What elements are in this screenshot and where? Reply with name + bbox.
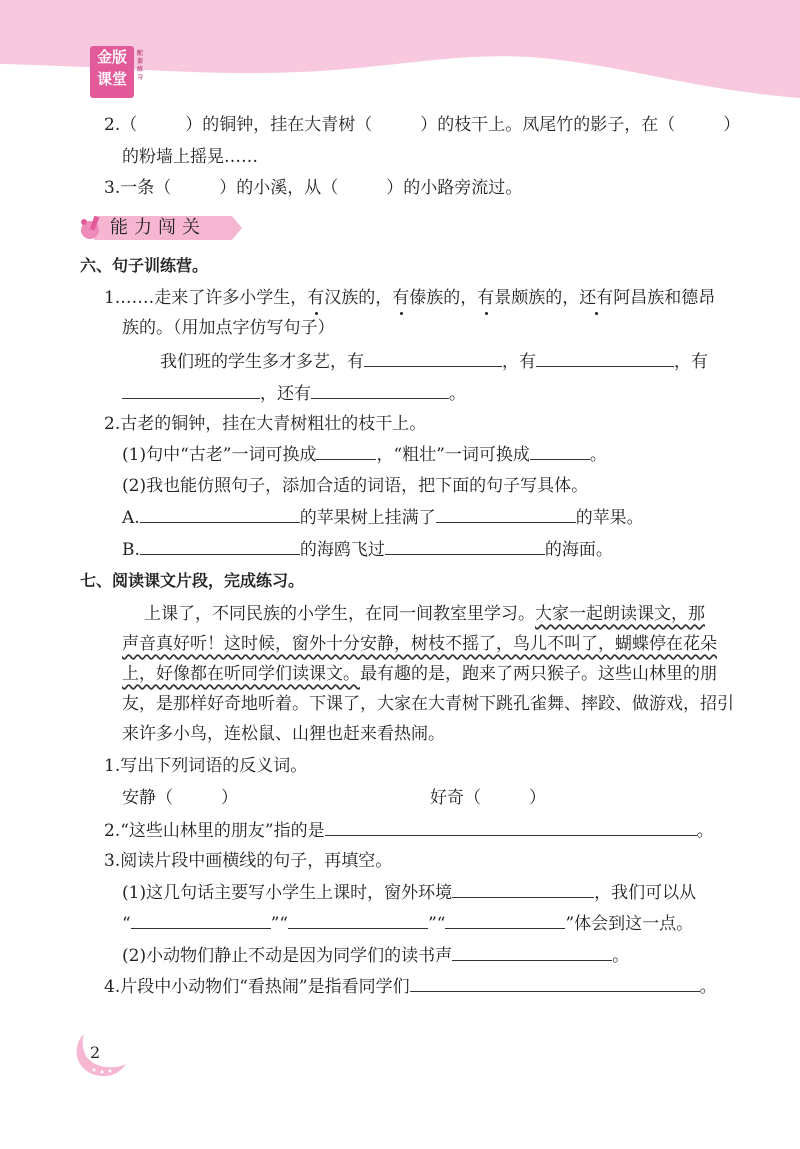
- section6-title: 六、句子训练营。: [80, 256, 209, 275]
- brand-logo: [90, 46, 143, 98]
- passage-line4: 友，是那样好奇地听着。下课了，大家在大青树下跳孔雀舞、摔跤、做游戏，招引: [122, 694, 734, 714]
- s7-q1-word2: 好奇（ ）: [430, 788, 546, 808]
- pencil-hand-icon: [81, 216, 99, 239]
- fill-q2-line2: 的粉墙上摇晃……: [122, 147, 258, 167]
- logo-line1: 金版: [96, 48, 127, 66]
- fill-q2-line1: 2.（ ）的铜钟，挂在大青树（ ）的枝干上。凤尾竹的影子，在（ ）: [104, 115, 741, 135]
- passage-line1: 上课了，不同民族的小学生，在同一间教室里学习。大家一起朗读课文，那: [144, 604, 705, 624]
- logo-small-text: 配套练习: [136, 50, 143, 81]
- passage-line5: 来许多小鸟，连松鼠、山狸也赶来看热闹。: [122, 724, 445, 744]
- s6-q1-line4: ，还有 。: [122, 382, 466, 405]
- section-banner-label: 能力闯关: [110, 217, 206, 238]
- passage-line3: 上，好像都在听同学们读课文。最有趣的是，跑来了两只猴子。这些山林里的朋: [122, 664, 717, 684]
- s7-q3-sub1-line1: (1)这几句话主要写小学生上课时，窗外环境 ，我们可以从: [122, 883, 697, 903]
- s7-q1: 1.写出下列词语的反义词。: [104, 756, 308, 776]
- s6-q2: 2.古老的铜钟，挂在大青树粗壮的枝干上。: [104, 414, 427, 434]
- s6-q1-line2: 族的。（用加点字仿写句子）: [122, 318, 335, 338]
- logo-line2: 课堂: [96, 70, 127, 88]
- section7-title: 七、阅读课文片段，完成练习。: [80, 571, 305, 590]
- s7-q4: 4.片段中小动物们“看热闹”是指看同学们 。: [104, 977, 717, 997]
- s7-q3-sub1-line2: “ ”“ ”“ ”体会到这一点。: [122, 914, 694, 934]
- s7-q3-sub2: (2)小动物们静止不动是因为同学们的读书声 。: [122, 946, 630, 966]
- s6-q2-B: B. 的海鸥飞过 的海面。: [122, 540, 613, 560]
- passage-line2: 声音真好听！这时候，窗外十分安静，树枝不摇了，鸟儿不叫了，蝴蝶停在花朵: [122, 634, 717, 654]
- s7-q1-word1: 安静（ ）: [122, 788, 238, 808]
- s6-q1-line3: 我们班的学生多才多艺，有 ，有 ，有: [160, 352, 708, 372]
- s7-q2: 2.“这些山林里的朋友”指的是 。: [104, 821, 714, 841]
- s6-q2-sub2: (2)我也能仿照句子，添加合适的词语，把下面的句子写具体。: [122, 476, 589, 496]
- page-number: 2: [90, 1043, 101, 1062]
- s7-q3: 3.阅读片段中画横线的句子，再填空。: [104, 851, 393, 871]
- s6-q1-line1: 1.……走来了许多小学生，有汉族的，有傣族的，有景颇族的，还有阿昌族和德昂: [104, 288, 716, 308]
- fill-q3: 3.一条（ ）的小溪，从（ ）的小路旁流过。: [104, 178, 523, 198]
- s6-q2-A: A. 的苹果树上挂满了 的苹果。: [122, 508, 644, 528]
- s6-q2-sub1: (1)句中“古老”一词可换成 ，“粗壮”一词可换成 。: [122, 445, 607, 465]
